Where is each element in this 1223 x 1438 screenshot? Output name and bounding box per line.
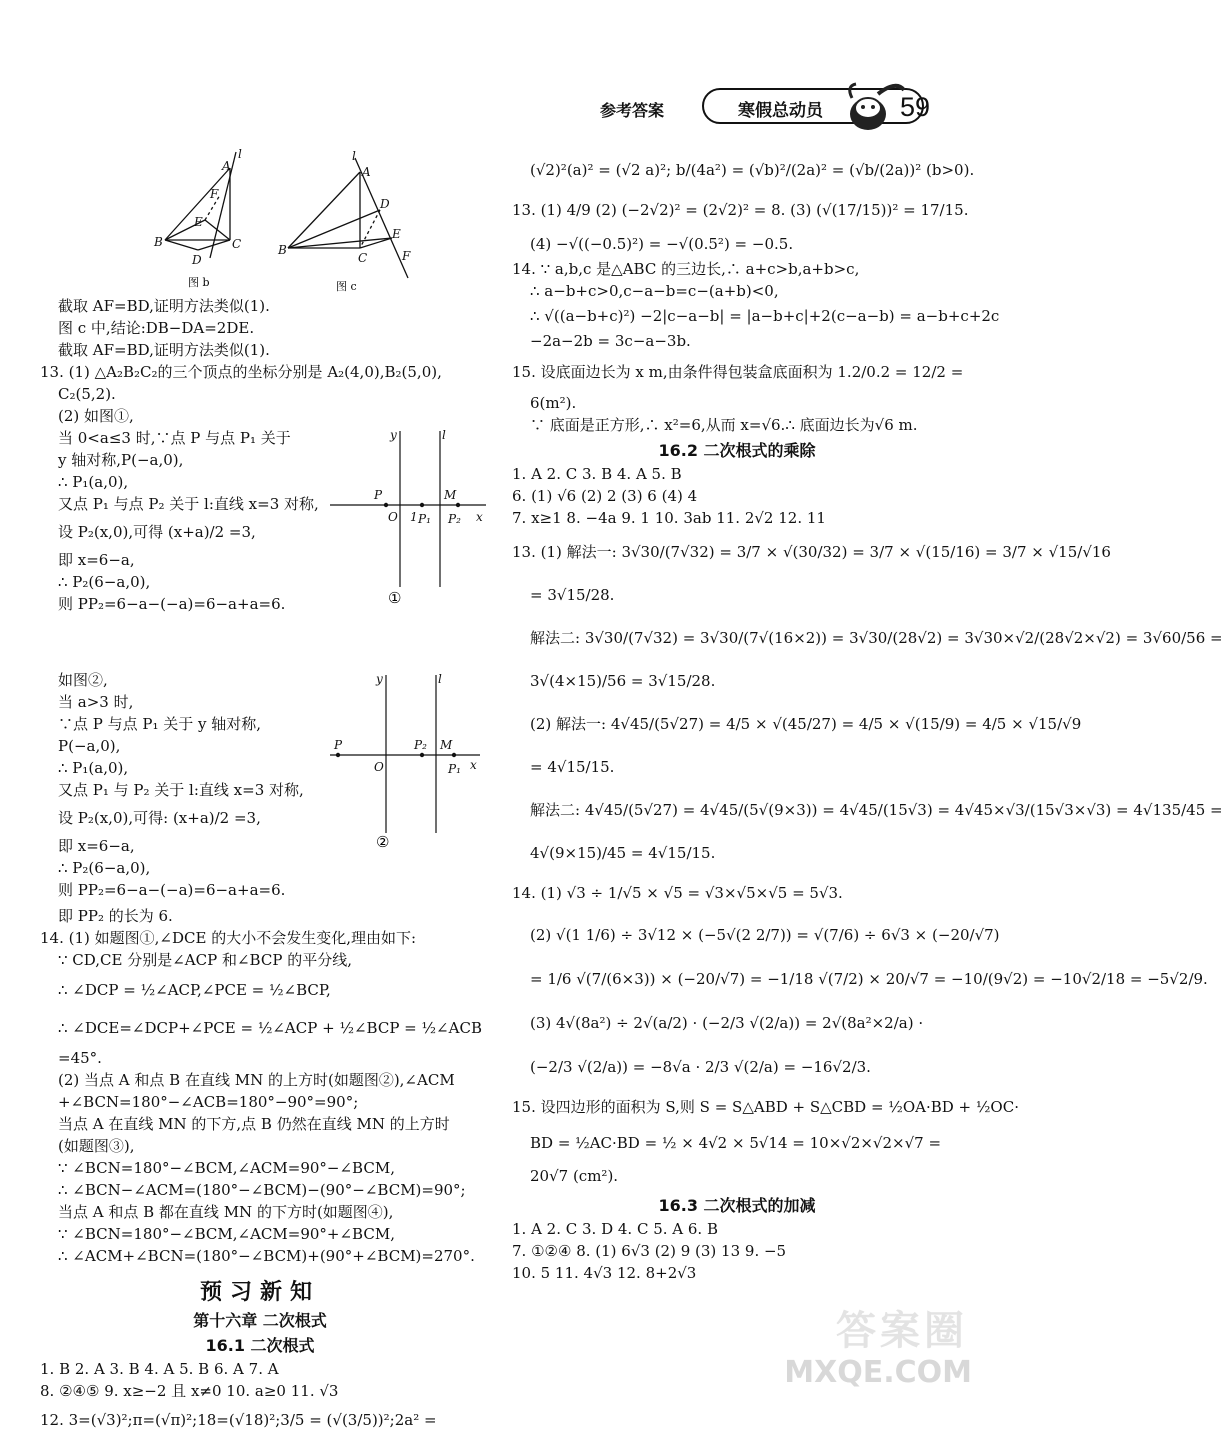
answer-line: 1. A 2. C 3. B 4. A 5. B	[512, 465, 682, 483]
text-line: (2) 如图①,	[58, 407, 134, 425]
text-line: 14. ∵ a,b,c 是△ABC 的三边长,∴ a+c>b,a+b>c,	[512, 260, 860, 278]
text-line: −2a−2b = 3c−a−3b.	[530, 332, 691, 350]
text-line: C₂(5,2).	[58, 385, 116, 403]
coord1-label-o: O	[388, 510, 398, 524]
text-line: +∠BCN=180°−∠ACB=180°−90°=90°;	[58, 1093, 359, 1111]
answer-line: 10. 5 11. 4√3 12. 8+2√3	[512, 1264, 697, 1282]
answer-line: 20√7 (cm²).	[530, 1167, 619, 1185]
answer-line: 解法二: 3√30/(7√32) = 3√30/(7√(16×2)) = 3√30/(28√2) = 3√30×√2/(28√2×√2) = 3√60/56 =	[530, 629, 1223, 647]
text-line: ∴ ∠BCN−∠ACM=(180°−∠BCM)−(90°−∠BCM)=90°;	[58, 1181, 466, 1199]
coord2-label-l: l	[438, 672, 442, 686]
text-line: 当点 A 在直线 MN 的下方,点 B 仍然在直线 MN 的上方时	[58, 1115, 450, 1133]
fig-b-label-d: D	[192, 253, 202, 267]
coord2-label-x: x	[470, 758, 477, 772]
text-line: ∵点 P 与点 P₁ 关于 y 轴对称,	[58, 715, 262, 733]
coord2-label-y: y	[376, 672, 383, 686]
preview-title: 预习新知	[199, 1280, 320, 1305]
fig-b-caption: 图 b	[188, 276, 210, 289]
geometry-figure-b-c	[40, 147, 480, 295]
answer-line: 3√(4×15)/56 = 3√15/28.	[530, 672, 716, 690]
answer-line: 6. (1) √6 (2) 2 (3) 6 (4) 4	[512, 487, 698, 505]
text-line: (√2)²(a)² = (√2 a)²; b/(4a²) = (√b)²/(2a)² = (√b/(2a))² (b>0).	[530, 161, 975, 179]
coordinate-figure-2	[330, 669, 490, 849]
coord1-label-p1: P₁	[418, 512, 431, 526]
text-line: 则 PP₂=6−a−(−a)=6−a+a=6.	[58, 595, 286, 613]
answer-line: (2) 解法一: 4√45/(5√27) = 4/5 × √(45/27) = 4/5 × √(15/9) = 4/5 × √15/√9	[530, 715, 1082, 733]
answer-line: 8. ②④⑤ 9. x≥−2 且 x≠0 10. a≥0 11. √3	[40, 1382, 339, 1400]
coord1-label-l: l	[442, 428, 446, 442]
coord1-label-y: y	[390, 428, 397, 442]
text-line: y 轴对称,P(−a,0),	[58, 451, 184, 469]
watermark-logo: 答案圈	[836, 1308, 968, 1354]
answer-line: (−2/3 √(2/a)) = −8√a · 2/3 √(2/a) = −16√2/3.	[530, 1058, 871, 1076]
text-line: ∴ ∠DCP = ½∠ACP,∠PCE = ½∠BCP,	[58, 981, 331, 999]
coord2-label-o: O	[374, 760, 384, 774]
coord2-label-p: P	[334, 738, 343, 752]
text-line: ∴ a−b+c>0,c−a−b=c−(a+b)<0,	[530, 282, 779, 300]
fig-b-label-c: C	[232, 237, 242, 251]
header-book-title: 寒假总动员	[738, 101, 823, 121]
text-line: ∵ CD,CE 分别是∠ACP 和∠BCP 的平分线,	[58, 951, 352, 969]
answer-line: 7. ①②④ 8. (1) 6√3 (2) 9 (3) 13 9. −5	[512, 1242, 787, 1260]
figures-b-c	[40, 147, 480, 295]
header-label: 参考答案	[600, 101, 665, 120]
text-line: ∵ ∠BCN=180°−∠BCM,∠ACM=90°+∠BCM,	[58, 1225, 395, 1243]
coord2-marker: ②	[376, 833, 390, 851]
text-line: 设 P₂(x,0),可得: (x+a)/2 =3,	[58, 809, 261, 827]
text-line: ∴ ∠ACM+∠BCN=(180°−∠BCM)+(90°+∠BCM)=270°.	[58, 1247, 475, 1265]
coord2-label-m: M	[440, 738, 453, 752]
answer-line: = 3√15/28.	[530, 586, 615, 604]
text-line: 如图②,	[58, 671, 108, 689]
coord2-label-p2: P₂	[414, 738, 427, 752]
answer-line: BD = ½AC·BD = ½ × 4√2 × 5√14 = 10×√2×√2×√7 =	[530, 1134, 942, 1152]
answer-line: = 4√15/15.	[530, 758, 615, 776]
text-line: ∴ P₁(a,0),	[58, 473, 129, 491]
text-line: ∵ 底面是正方形,∴ x²=6,从而 x=√6.∴ 底面边长为√6 m.	[530, 416, 918, 434]
section-title-16-2: 16.2 二次根式的乘除	[658, 441, 816, 460]
section-title-16-1: 16.1 二次根式	[205, 1336, 315, 1355]
fig-c-label-f: F	[402, 249, 411, 263]
coord1-label-m: M	[444, 488, 457, 502]
answer-line: 1. B 2. A 3. B 4. A 5. B 6. A 7. A	[40, 1360, 279, 1378]
text-line: ∴ P₁(a,0),	[58, 759, 129, 777]
fig-b-label-f: F	[210, 187, 219, 201]
answer-line: 7. x≥1 8. −4a 9. 1 10. 3ab 11. 2√2 12. 11	[512, 509, 826, 527]
mascot-icon	[838, 78, 908, 134]
text-line: 即 PP₂ 的长为 6.	[58, 907, 173, 925]
answer-line: 解法二: 4√45/(5√27) = 4√45/(5√(9×3)) = 4√45/(15√3) = 4√45×√3/(15√3×√3) = 4√135/45 =	[530, 801, 1223, 819]
text-line: ∴ P₂(6−a,0),	[58, 573, 151, 591]
left-column	[40, 147, 483, 1438]
text-line: ∴ P₂(6−a,0),	[58, 859, 151, 877]
text-line: 设 P₂(x,0),可得 (x+a)/2 =3,	[58, 523, 256, 541]
text-line: 13. (1) △A₂B₂C₂的三个顶点的坐标分别是 A₂(4,0),B₂(5,0),	[40, 363, 442, 381]
answer-line: 14. (1) √3 ÷ 1/√5 × √5 = √3×√5×√5 = 5√3.	[512, 884, 843, 902]
answer-line: (2) √(1 1/6) ÷ 3√12 × (−5√(2 2/7)) = √(7/6) ÷ 6√3 × (−20/√7)	[530, 926, 1000, 944]
text-line: ∴ √((a−b+c)²) −2|c−a−b| = |a−b+c|+2(c−a−b) = a−b+c+2c	[530, 307, 1000, 325]
text-line: 15. 设底面边长为 x m,由条件得包装盒底面积为 1.2/0.2 = 12/2 =	[512, 363, 964, 381]
page-header	[600, 76, 960, 136]
fig-c-label-c: C	[358, 251, 368, 265]
coord1-label-p: P	[374, 488, 383, 502]
text-line: 即 x=6−a,	[58, 837, 135, 855]
text-line: 当 a>3 时,	[58, 693, 134, 711]
text-line: P(−a,0),	[58, 737, 121, 755]
fig-c-label-l: l	[352, 149, 356, 163]
coord1-label-p2: P₂	[448, 512, 461, 526]
fig-c-label-a: A	[362, 165, 371, 179]
coord1-marker: ①	[388, 589, 402, 607]
fig-b-label-e: E	[194, 215, 203, 229]
fig-b-label-a: A	[222, 159, 231, 173]
text-line: 13. (1) 4/9 (2) (−2√2)² = (2√2)² = 8. (3) (√(17/15))² = 17/15.	[512, 201, 969, 219]
text-line: 又点 P₁ 与 P₂ 关于 l:直线 x=3 对称,	[58, 781, 304, 799]
coord1-label-one: 1	[410, 510, 418, 524]
answer-line: 12. 3=(√3)²;π=(√π)²;18=(√18)²;3/5 = (√(3/5))²;2a² =	[40, 1411, 437, 1429]
case1-block	[40, 427, 483, 669]
watermark-url: MXQE.COM	[784, 1355, 972, 1390]
answer-line: = 1/6 √(7/(6×3)) × (−20/√7) = −1/18 √(7/2) × 20/√7 = −10/(9√2) = −10√2/18 = −5√2/9.	[530, 970, 1208, 988]
answer-line: 13. (1) 解法一: 3√30/(7√32) = 3/7 × √(30/32) = 3/7 × √(15/16) = 3/7 × √15/√16	[512, 543, 1111, 561]
text-line: ∵ ∠BCN=180°−∠BCM,∠ACM=90°−∠BCM,	[58, 1159, 395, 1177]
section-title-16-3: 16.3 二次根式的加减	[658, 1196, 816, 1215]
fig-b-label-l: l	[238, 147, 242, 161]
text-line: 图 c 中,结论:DB−DA=2DE.	[58, 319, 255, 337]
answer-line: 4√(9×15)/45 = 4√15/15.	[530, 844, 716, 862]
text-line: 当点 A 和点 B 都在直线 MN 的下方时(如题图④),	[58, 1203, 394, 1221]
fig-b-label-b: B	[154, 235, 163, 249]
answer-line: 1. A 2. C 3. D 4. C 5. A 6. B	[512, 1220, 718, 1238]
text-line: 即 x=6−a,	[58, 551, 135, 569]
text-line: 截取 AF=BD,证明方法类似(1).	[58, 341, 270, 359]
text-line: 6(m²).	[530, 394, 577, 412]
answer-line: 15. 设四边形的面积为 S,则 S = S△ABD + S△CBD = ½OA·BD + ½OC·	[512, 1098, 1019, 1116]
coord1-label-x: x	[476, 510, 483, 524]
right-column	[512, 150, 1223, 1284]
fig-c-label-e: E	[392, 227, 401, 241]
text-line: 14. (1) 如题图①,∠DCE 的大小不会发生变化,理由如下:	[40, 929, 417, 947]
text-line: 则 PP₂=6−a−(−a)=6−a+a=6.	[58, 881, 286, 899]
coord2-label-p1: P₁	[448, 762, 461, 776]
coordinate-figure-1	[330, 427, 490, 607]
text-line: ∴ ∠DCE=∠DCP+∠PCE = ½∠ACP + ½∠BCP = ½∠ACB	[58, 1019, 482, 1037]
text-line: (4) −√((−0.5)²) = −√(0.5²) = −0.5.	[530, 235, 794, 253]
fig-c-caption: 图 c	[336, 280, 357, 293]
text-line: 截取 AF=BD,证明方法类似(1).	[58, 297, 270, 315]
text-line: 当 0<a≤3 时,∵点 P 与点 P₁ 关于	[58, 429, 291, 447]
page-number: 59	[900, 92, 931, 122]
fig-c-label-d: D	[380, 197, 390, 211]
text-line: 又点 P₁ 与点 P₂ 关于 l:直线 x=3 对称,	[58, 495, 319, 513]
text-line: =45°.	[58, 1049, 102, 1067]
chapter-title: 第十六章 二次根式	[193, 1311, 327, 1330]
fig-c-label-b: B	[278, 243, 287, 257]
text-line: (2) 当点 A 和点 B 在直线 MN 的上方时(如题图②),∠ACM	[58, 1071, 455, 1089]
text-line: (如题图③),	[58, 1137, 135, 1155]
answer-line: (3) 4√(8a²) ÷ 2√(a/2) · (−2/3 √(2/a)) = 2√(8a²×2/a) ·	[530, 1014, 924, 1032]
